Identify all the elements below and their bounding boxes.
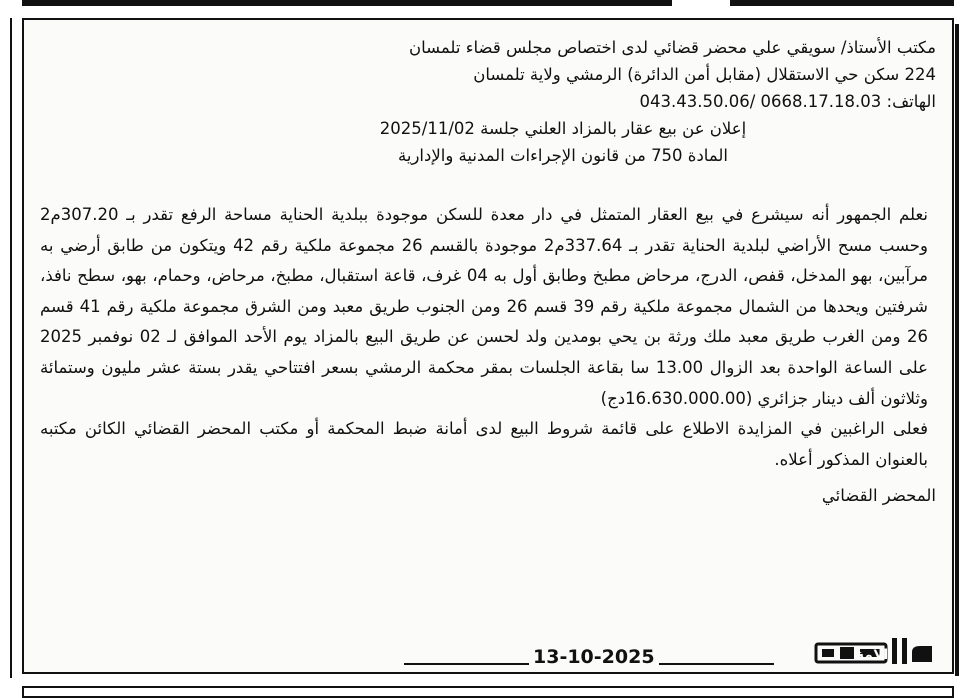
- top-frame-bar-left: [22, 0, 672, 6]
- notice-paragraph-conditions: فعلى الراغبين في المزايدة الاطلاع على قائمة شروط البيع لدى أمانة ضبط المحكمة أو مكتب المحضر القضائي الكائن مكتبه بالعنوان المذكور أعلاه.: [40, 419, 928, 469]
- top-frame-strip: [0, 0, 962, 10]
- top-frame-bar-right: [730, 0, 954, 6]
- spacer: [40, 169, 936, 200]
- notice-paragraph-main: نعلم الجمهور أنه سيشرع في بيع العقار المتمثل في دار معدة للسكن موجودة ببلدية الحناية مساحة الرفع تقدر بـ 307.20م2 وحسب مسح الأراضي لبلدية الحناية تقدر بـ 337.64م2 موجودة بالقسم 26 مجموعة ملكية رقم 42 ويتكون من طابق أرضي به مرآبين، بهو المدخل، قفص، الدرج، مرحاض مطبخ وطابق أول به 04 غرف، قاعة استقبال، مطبخ، مرحاض، وحمام، بهو، سطح نافذ، شرفتين ويحدها من الشمال مجموعة ملكية رقم 39 قسم 26 ومن الجنوب طريق معبد ومن الشرق مجموعة ملكية رقم 41 قسم 26 ومن الغرب طريق معبد ملك ورثة بن يحي بومدين ولد لحسن عن طريق البيع بالمزاد يوم الأحد الموافق لـ 02 نوفمبر 2025 على الساعة الواحدة بعد الزوال 13.00 سا بقاعة الجلسات بمقر محكمة الرمشي بسعر افتتاحي يقدر بستة عشر مليون وستمائة وثلاثون ألف دينار جزائري (16.630.000.00دج): [40, 205, 928, 408]
- adjacent-column-edge: [0, 18, 12, 678]
- bottom-frame-strip: [0, 682, 962, 692]
- newspaper-logo-text: الأمة: [855, 647, 889, 663]
- next-notice-frame: [22, 686, 954, 698]
- office-address: 224 سكن حي الاستقلال (مقابل أمن الدائرة) الرمشي ولاية تلمسان: [473, 65, 936, 84]
- legal-notice: [22, 18, 954, 674]
- office-phone: الهاتف: 0668.17.18.03 /043.43.50.06: [639, 92, 936, 111]
- notice-content: [40, 34, 936, 528]
- newspaper-logo: [808, 634, 940, 668]
- notice-subtitle: المادة 750 من قانون الإجراءات المدنية والإدارية: [398, 146, 728, 165]
- publication-date: 13-10-2025: [529, 646, 659, 668]
- signature: المحضر القضائي: [821, 486, 936, 506]
- notice-title: إعلان عن بيع عقار بالمزاد العلني جلسة 2025/11/02: [379, 119, 747, 138]
- notice-footer: [24, 632, 952, 672]
- bailiff-office: مكتب الأستاذ/ سويقي علي محضر قضائي لدى اختصاص مجلس قضاء تلمسان: [409, 38, 936, 57]
